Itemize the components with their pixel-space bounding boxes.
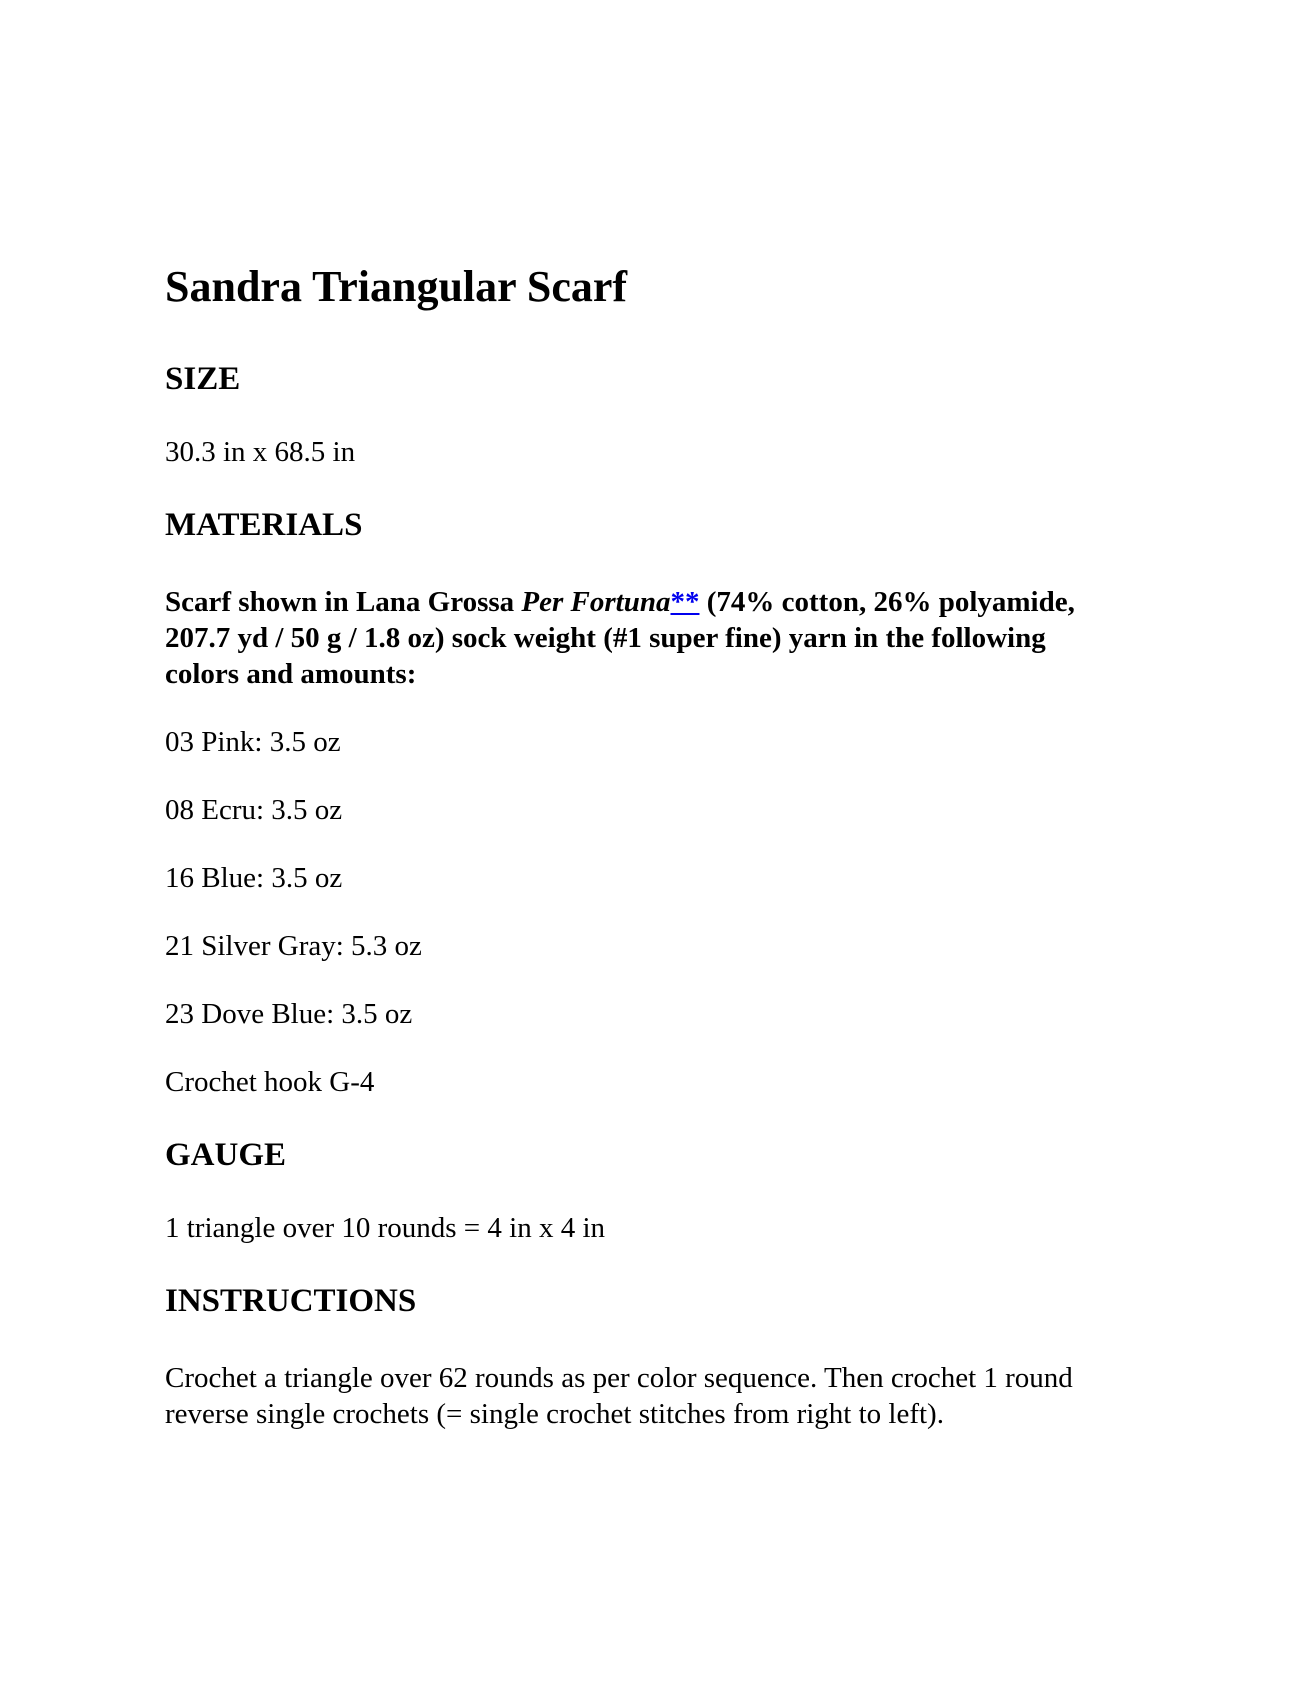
page-title: Sandra Triangular Scarf [165,262,628,311]
instructions-heading: INSTRUCTIONS [165,1283,417,1319]
material-item: 21 Silver Gray: 5.3 oz [165,930,422,962]
size-value: 30.3 in x 68.5 in [165,436,356,468]
size-heading: SIZE [165,361,241,397]
yarn-footnote-link[interactable]: ** [670,586,700,618]
materials-heading: MATERIALS [165,507,363,543]
materials-intro [165,584,1125,692]
gauge-heading: GAUGE [165,1137,287,1173]
material-item: Crochet hook G-4 [165,1066,375,1098]
gauge-value: 1 triangle over 10 rounds = 4 in x 4 in [165,1212,606,1244]
instructions-text: Crochet a triangle over 62 rounds as per color sequence. Then crochet 1 round reverse single crochets (= single crochet stitches from right to left). [165,1362,1073,1430]
material-item: 16 Blue: 3.5 oz [165,862,343,894]
material-item: 08 Ecru: 3.5 oz [165,794,343,826]
document-page [165,258,1125,1432]
yarn-name: Per Fortuna [521,586,671,618]
materials-intro-prefix: Scarf shown in Lana Grossa [165,586,522,618]
material-item: 23 Dove Blue: 3.5 oz [165,998,413,1030]
material-item: 03 Pink: 3.5 oz [165,726,341,758]
materials-intro-suffix: (74% cotton, 26% polyamide, 207.7 yd / 50 g / 1.8 oz) sock weight (#1 super fine) yarn in the following colors and amounts: [165,586,1075,690]
